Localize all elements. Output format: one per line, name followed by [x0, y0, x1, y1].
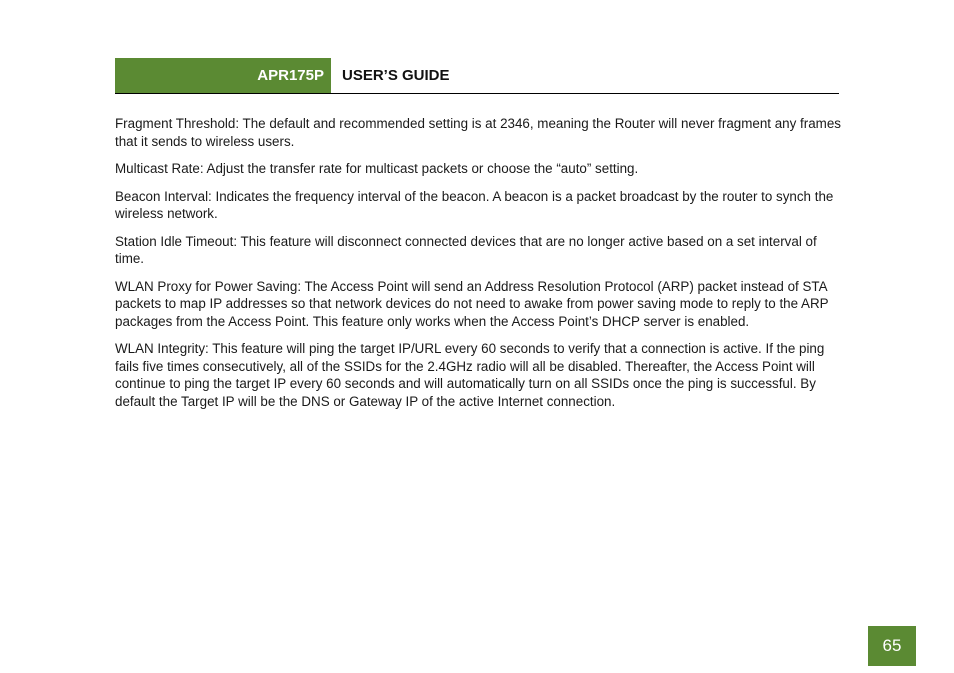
guide-title: USER’S GUIDE — [342, 67, 450, 84]
paragraph-beacon-interval: Beacon Interval: Indicates the frequency interval of the beacon. A beacon is a packet broadcast by the router to synch the wireless network. — [115, 188, 834, 221]
paragraph-multicast-rate: Multicast Rate: Adjust the transfer rate for multicast packets or choose the “auto” setting. — [115, 161, 639, 176]
model-label: APR175P — [115, 58, 331, 93]
paragraph-fragment-threshold: Fragment Threshold: The default and recommended setting is at 2346, meaning the Router will never fragment any frames that it sends to wireless users. — [115, 116, 841, 149]
paragraph-wlan-integrity: WLAN Integrity: This feature will ping the target IP/URL every 60 seconds to verify that a connection is active. If the ping fails five times consecutively, all of the SSIDs for the 2.4GHz radio will all be disabled. Thereafter, the Access Point will continue to ping the target IP every 60 seconds and will automatically turn on all SSIDs once the ping is successful. By default the Target IP will be the DNS or Gateway IP of the active Internet connection. — [115, 341, 825, 409]
paragraph-wlan-proxy: WLAN Proxy for Power Saving: The Access Point will send an Address Resolution Protocol (ARP) packet instead of STA packets to map IP addresses so that network devices do not need to awake from power saving mode to reply to the ARP packages from the Access Point. This feature only works when the Access Point’s DHCP server is enabled. — [115, 278, 829, 329]
document-body — [115, 115, 841, 420]
page-header — [115, 58, 839, 94]
page-number: 65 — [868, 626, 916, 666]
paragraph-station-idle-timeout: Station Idle Timeout: This feature will disconnect connected devices that are no longer active based on a set interval of time. — [115, 233, 817, 266]
